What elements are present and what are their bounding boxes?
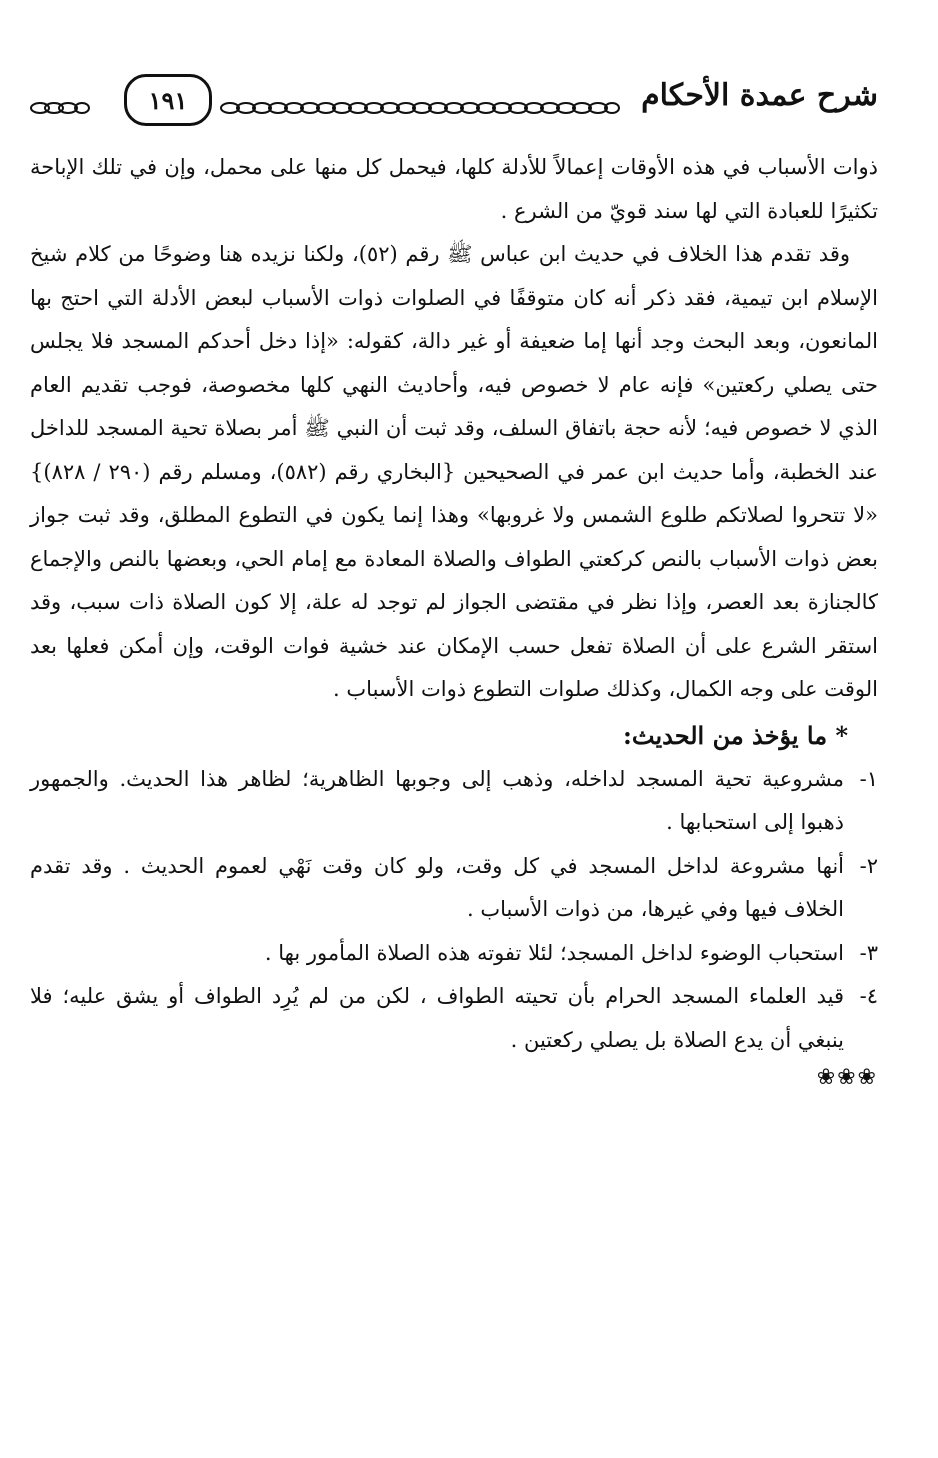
paragraph: وقد تقدم هذا الخلاف في حديث ابن عباس ﷺ رقم (٥٢)، ولكنا نزيده هنا وضوحًا من كلام شيخ الإسلام ابن تيمية، فقد ذكر أنه كان متوقفًا في الصلوات ذوات الأسباب لبعض الأدلة التي احتج بها المانعون، وبعد البحث وجد أنها إما ضعيفة أو غير دالة، كقوله: «إذا دخل أحدكم المسجد فلا يجلس حتى يصلي ركعتين» فإنه عام لا خصوص فيه، وأحاديث النهي كلها مخصوصة، فوجب تقديم العام الذي لا خصوص فيه؛ لأنه حجة باتفاق السلف، وقد ثبت أن النبي ﷺ أمر بصلاة تحية المسجد للداخل عند الخطبة، وأما حديث ابن عمر في الصحيحين {البخاري رقم (٥٨٢)، ومسلم رقم (٢٩٠ / ٨٢٨)} «لا تتحروا لصلاتكم طلوع الشمس ولا غروبها» وهذا إنما يكون في التطوع المطلق، وقد ثبت جواز بعض ذوات الأسباب بالنص كركعتي الطواف والصلاة المعادة مع إمام الحي، وبعضها بالنص والإجماع كالجنازة بعد العصر، وإذا نظر في مقتضى الجواز لم توجد له علة، إلا كون الصلاة ذات سبب، وقد استقر الشرع على أن الصلاة تفعل حسب الإمكان عند خشية فوات الوقت، وإن أمكن فعلها بعد الوقت على وجه الكمال، وكذلك صلوات التطوع ذوات الأسباب . <box>30 242 878 701</box>
list-text: أنها مشروعة لداخل المسجد في كل وقت، ولو كان وقت نَهْي لعموم الحديث . وقد تقدم الخلاف فيها وفي غيرها، من ذوات الأسباب . <box>30 853 844 921</box>
list-item <box>30 932 878 976</box>
list-number: ١- <box>859 766 878 791</box>
main-text <box>30 146 878 1098</box>
list-text: مشروعية تحية المسجد لداخله، وذهب إلى وجوبها الظاهرية؛ لظاهر هذا الحديث. والجمهور ذهبوا إلى استحبابها . <box>30 766 844 834</box>
page-header <box>30 70 878 136</box>
section-heading: * ما يؤخذ من الحديث: <box>623 720 848 750</box>
list-number: ٣- <box>859 940 878 965</box>
ornament-chain-icon <box>220 100 620 116</box>
ornament-chain-icon <box>30 100 90 116</box>
page-number-frame <box>124 74 212 126</box>
list-item <box>30 975 878 1062</box>
list-item <box>30 845 878 932</box>
paragraph: ذوات الأسباب في هذه الأوقات إعمالاً للأدلة كلها، فيحمل كل منها على محمل، وإن في تلك الإباحة تكثيرًا للعبادة التي لها سند قويّ من الشرع . <box>30 155 878 223</box>
page-number: ١٩١ <box>148 85 188 115</box>
list-text: استحباب الوضوء لداخل المسجد؛ لئلا تفوته هذه الصلاة المأمور بها . <box>264 940 844 965</box>
closing-ornament-icon: ❀❀❀ <box>816 1065 878 1090</box>
list-number: ٤- <box>859 984 878 1008</box>
list-number: ٢- <box>859 853 878 878</box>
list-item <box>30 758 878 845</box>
book-title: شرح عمدة الأحكام <box>641 78 878 113</box>
list-text: قيد العلماء المسجد الحرام بأن تحيته الطواف ، لكن من لم يُرِد الطواف أو يشق عليه؛ فلا ينبغي أن يدع الصلاة بل يصلي ركعتين . <box>30 984 844 1052</box>
